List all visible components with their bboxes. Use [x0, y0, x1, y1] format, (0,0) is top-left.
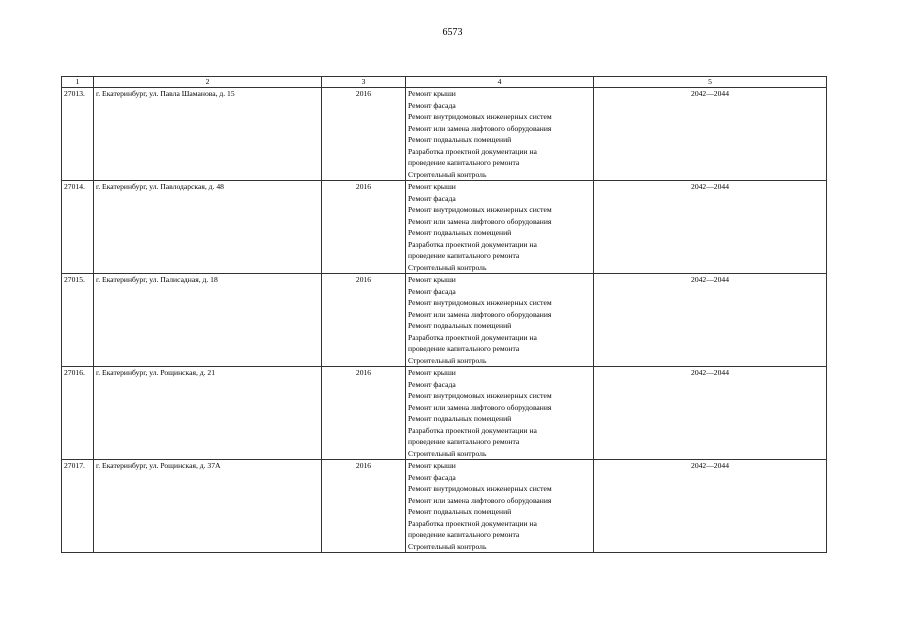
work-item: Ремонт крыши [408, 368, 456, 377]
row-period: 2042—2044 [594, 367, 827, 460]
work-item: Ремонт внутридомовых инженерных систем [408, 205, 552, 214]
work-item: Ремонт или замена лифтового оборудования [408, 309, 552, 319]
work-item: проведение капитального ремонта [408, 344, 520, 353]
work-item: проведение капитального ремонта [408, 251, 520, 260]
table-row [62, 367, 827, 460]
row-address: г. Екатеринбург, ул. Рощинская, д. 37А [94, 460, 322, 553]
work-item: Ремонт фасада [408, 286, 456, 296]
work-item: Разработка проектной документации на [408, 425, 537, 435]
work-item: Ремонт или замена лифтового оборудования [408, 495, 552, 505]
row-year: 2016 [322, 88, 406, 181]
work-item: Ремонт подвальных помещений [408, 228, 512, 237]
header-col-1: 1 [62, 77, 94, 88]
row-year: 2016 [322, 274, 406, 367]
work-item: Ремонт внутридомовых инженерных систем [408, 391, 552, 400]
row-period: 2042—2044 [594, 181, 827, 274]
work-item: Ремонт фасада [408, 472, 456, 482]
work-item: Ремонт или замена лифтового оборудования [408, 402, 552, 412]
row-number: 27015. [62, 274, 94, 367]
work-item: Ремонт или замена лифтового оборудования [408, 216, 552, 226]
header-col-2: 2 [94, 77, 322, 88]
row-number: 27014. [62, 181, 94, 274]
row-year: 2016 [322, 181, 406, 274]
work-item: Ремонт внутридомовых инженерных систем [408, 484, 552, 493]
row-year: 2016 [322, 460, 406, 553]
row-number: 27013. [62, 88, 94, 181]
work-item: Ремонт крыши [408, 182, 456, 191]
row-works [406, 274, 594, 367]
header-col-4: 4 [406, 77, 594, 88]
row-works [406, 460, 594, 553]
work-item: Ремонт фасада [408, 379, 456, 389]
header-col-3: 3 [322, 77, 406, 88]
row-works [406, 88, 594, 181]
row-works [406, 181, 594, 274]
row-address: г. Екатеринбург, ул. Павлодарская, д. 48 [94, 181, 322, 274]
work-item: Строительный контроль [408, 355, 487, 365]
work-item: Ремонт подвальных помещений [408, 507, 512, 516]
work-item: Ремонт внутридомовых инженерных систем [408, 112, 552, 121]
row-number: 27017. [62, 460, 94, 553]
work-item: Ремонт крыши [408, 461, 456, 470]
row-address: г. Екатеринбург, ул. Павла Шаманова, д. 15 [94, 88, 322, 181]
work-item: Ремонт подвальных помещений [408, 414, 512, 423]
header-col-5: 5 [594, 77, 827, 88]
work-item: Строительный контроль [408, 448, 487, 458]
table-row [62, 460, 827, 553]
row-period: 2042—2044 [594, 460, 827, 553]
row-address: г. Екатеринбург, ул. Палисадная, д. 18 [94, 274, 322, 367]
work-item: Ремонт фасада [408, 193, 456, 203]
table-row [62, 181, 827, 274]
capital-repair-table [61, 76, 827, 553]
work-item: Ремонт крыши [408, 275, 456, 284]
table-row [62, 88, 827, 181]
work-item: Ремонт подвальных помещений [408, 135, 512, 144]
work-item: проведение капитального ремонта [408, 437, 520, 446]
work-item: Ремонт внутридомовых инженерных систем [408, 298, 552, 307]
work-item: Разработка проектной документации на [408, 239, 537, 249]
work-item: Строительный контроль [408, 262, 487, 272]
work-item: Ремонт фасада [408, 100, 456, 110]
row-works [406, 367, 594, 460]
work-item: Ремонт или замена лифтового оборудования [408, 123, 552, 133]
row-address: г. Екатеринбург, ул. Рощинская, д. 21 [94, 367, 322, 460]
work-item: проведение капитального ремонта [408, 530, 520, 539]
work-item: Строительный контроль [408, 169, 487, 179]
work-item: Строительный контроль [408, 541, 487, 551]
row-year: 2016 [322, 367, 406, 460]
work-item: Разработка проектной документации на [408, 146, 537, 156]
work-item: Разработка проектной документации на [408, 332, 537, 342]
table-row [62, 274, 827, 367]
page-number: 6573 [442, 27, 463, 38]
header-row [62, 77, 827, 88]
row-period: 2042—2044 [594, 274, 827, 367]
work-item: Ремонт крыши [408, 89, 456, 98]
row-period: 2042—2044 [594, 88, 827, 181]
work-item: Ремонт подвальных помещений [408, 321, 512, 330]
work-item: Разработка проектной документации на [408, 518, 537, 528]
row-number: 27016. [62, 367, 94, 460]
work-item: проведение капитального ремонта [408, 158, 520, 167]
